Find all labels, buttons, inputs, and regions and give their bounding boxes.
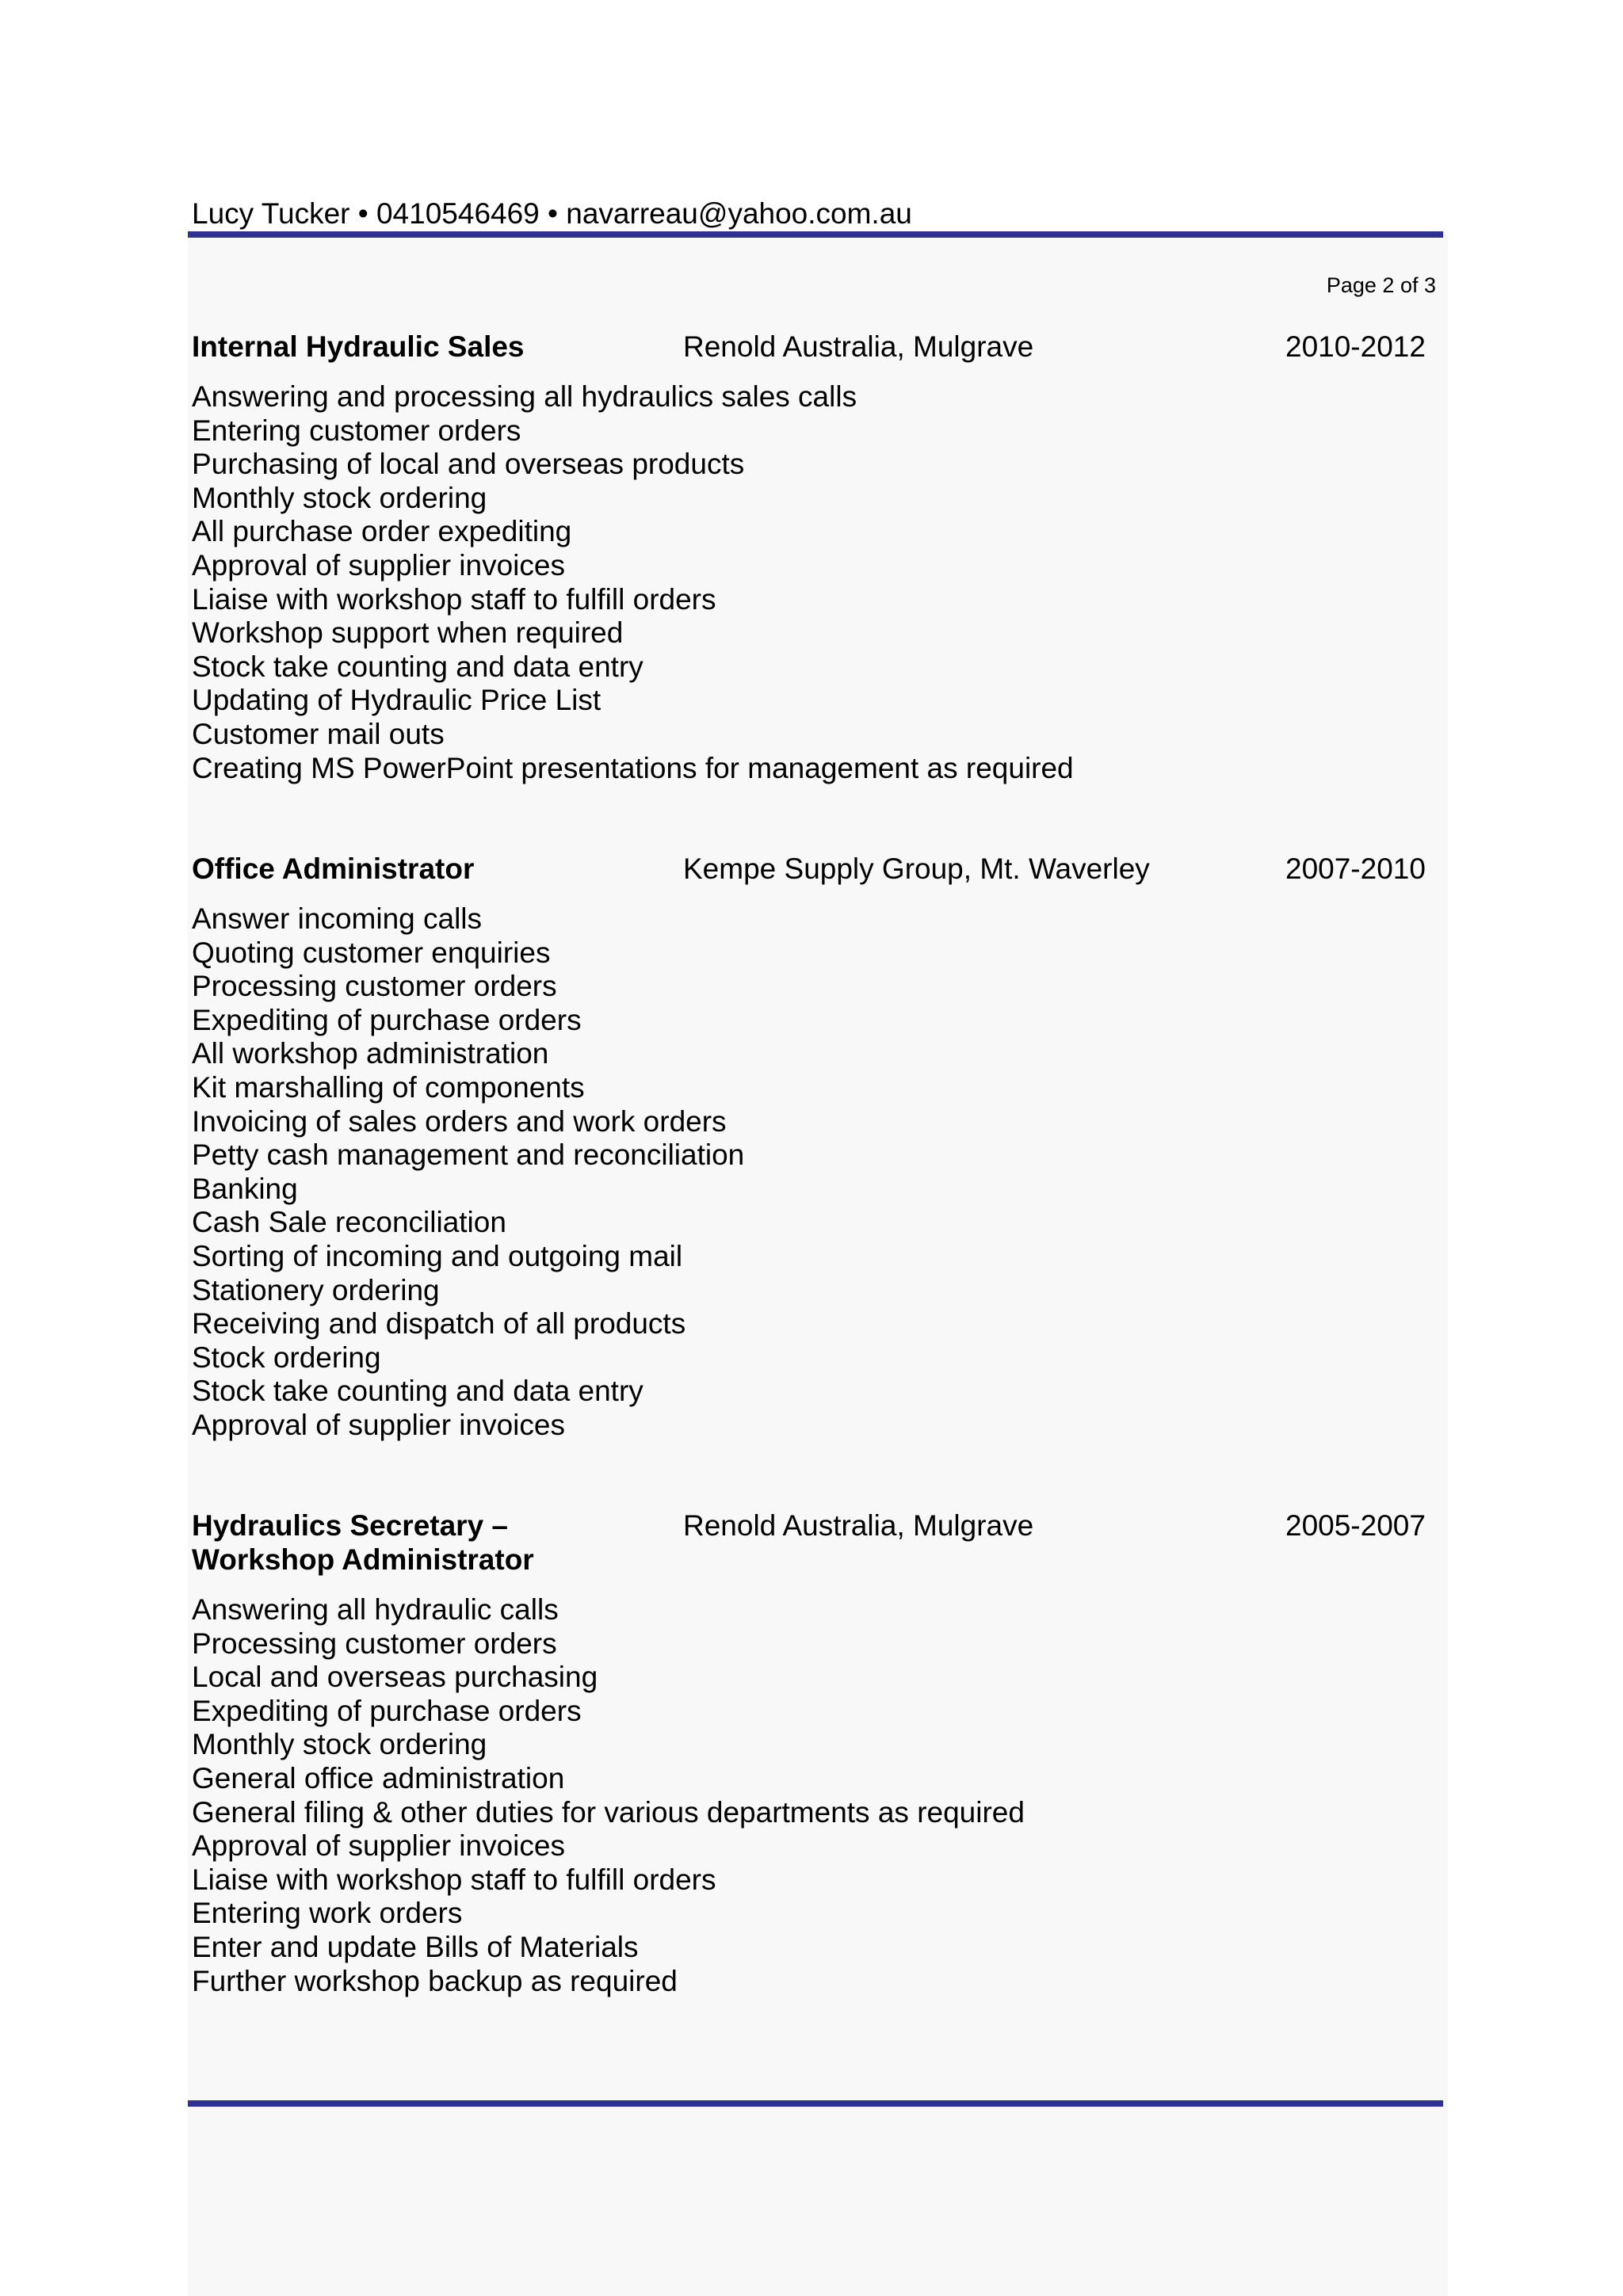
job-title-line: Hydraulics Secretary – — [192, 1509, 509, 1542]
job-title-line: Workshop Administrator — [192, 1543, 534, 1576]
duty-item: Approval of supplier invoices — [192, 1829, 565, 1863]
job-title — [192, 1508, 667, 1577]
duty-item: Creating MS PowerPoint presentations for management as required — [192, 751, 1074, 784]
duty-list — [192, 902, 744, 1443]
duty-item: Expediting of purchase orders — [192, 1003, 582, 1036]
job-title: Office Administrator — [192, 852, 475, 885]
duty-item: All purchase order expediting — [192, 515, 572, 548]
job-company: Kempe Supply Group, Mt. Waverley — [683, 852, 1150, 885]
duty-item: Processing customer orders — [192, 1627, 557, 1660]
duty-item: Invoicing of sales orders and work orders — [192, 1104, 727, 1138]
duty-item: Petty cash management and reconciliation — [192, 1138, 745, 1172]
job-dates: 2010-2012 — [1285, 330, 1426, 363]
header-rule — [188, 231, 1443, 238]
duty-item: Cash Sale reconciliation — [192, 1206, 506, 1239]
duty-item: Stock take counting and data entry — [192, 1375, 643, 1408]
duty-item: Further workshop backup as required — [192, 1964, 678, 1997]
duty-item: Quoting customer enquiries — [192, 936, 551, 969]
duty-item: Liaise with workshop staff to fulfill orders — [192, 1863, 716, 1896]
job-dates: 2007-2010 — [1285, 852, 1426, 885]
duty-item: Answering and processing all hydraulics sales calls — [192, 380, 857, 413]
duty-item: Sorting of incoming and outgoing mail — [192, 1239, 683, 1272]
duty-item: Expediting of purchase orders — [192, 1694, 582, 1727]
duty-item: Local and overseas purchasing — [192, 1661, 598, 1694]
duty-item: Purchasing of local and overseas products — [192, 448, 745, 481]
duty-item: General office administration — [192, 1761, 565, 1794]
job-title: Internal Hydraulic Sales — [192, 330, 525, 363]
duty-item: Monthly stock ordering — [192, 481, 487, 514]
duty-item: Receiving and dispatch of all products — [192, 1307, 686, 1341]
duty-item: Stock take counting and data entry — [192, 650, 643, 683]
duty-item: General filing & other duties for various departments as required — [192, 1795, 1025, 1829]
job-company: Renold Australia, Mulgrave — [683, 330, 1034, 363]
duty-item: Customer mail outs — [192, 717, 445, 750]
duty-item: Stock ordering — [192, 1341, 381, 1374]
duty-list — [192, 380, 1074, 785]
duty-item: Entering work orders — [192, 1897, 463, 1930]
page-number: Page 2 of 3 — [1326, 273, 1436, 297]
duty-item: Updating of Hydraulic Price List — [192, 684, 601, 717]
duty-item: Enter and update Bills of Materials — [192, 1930, 639, 1963]
duty-item: Approval of supplier invoices — [192, 548, 565, 582]
duty-item: Answer incoming calls — [192, 902, 483, 935]
footer-rule — [188, 2100, 1443, 2107]
duty-item: Processing customer orders — [192, 970, 557, 1003]
duty-list — [192, 1593, 1025, 1998]
duty-item: Entering customer orders — [192, 414, 521, 447]
job-company: Renold Australia, Mulgrave — [683, 1509, 1034, 1542]
duty-item: Monthly stock ordering — [192, 1728, 487, 1761]
contact-header: Lucy Tucker • 0410546469 • navarreau@yahoo.com.au — [192, 197, 912, 230]
job-dates: 2005-2007 — [1285, 1509, 1426, 1542]
duty-item: Workshop support when required — [192, 616, 624, 650]
duty-item: Liaise with workshop staff to fulfill orders — [192, 582, 716, 616]
duty-item: Approval of supplier invoices — [192, 1408, 565, 1441]
duty-item: Banking — [192, 1172, 298, 1205]
duty-item: Kit marshalling of components — [192, 1070, 585, 1104]
duty-item: Stationery ordering — [192, 1273, 440, 1306]
duty-item: All workshop administration — [192, 1037, 549, 1070]
duty-item: Answering all hydraulic calls — [192, 1593, 559, 1626]
